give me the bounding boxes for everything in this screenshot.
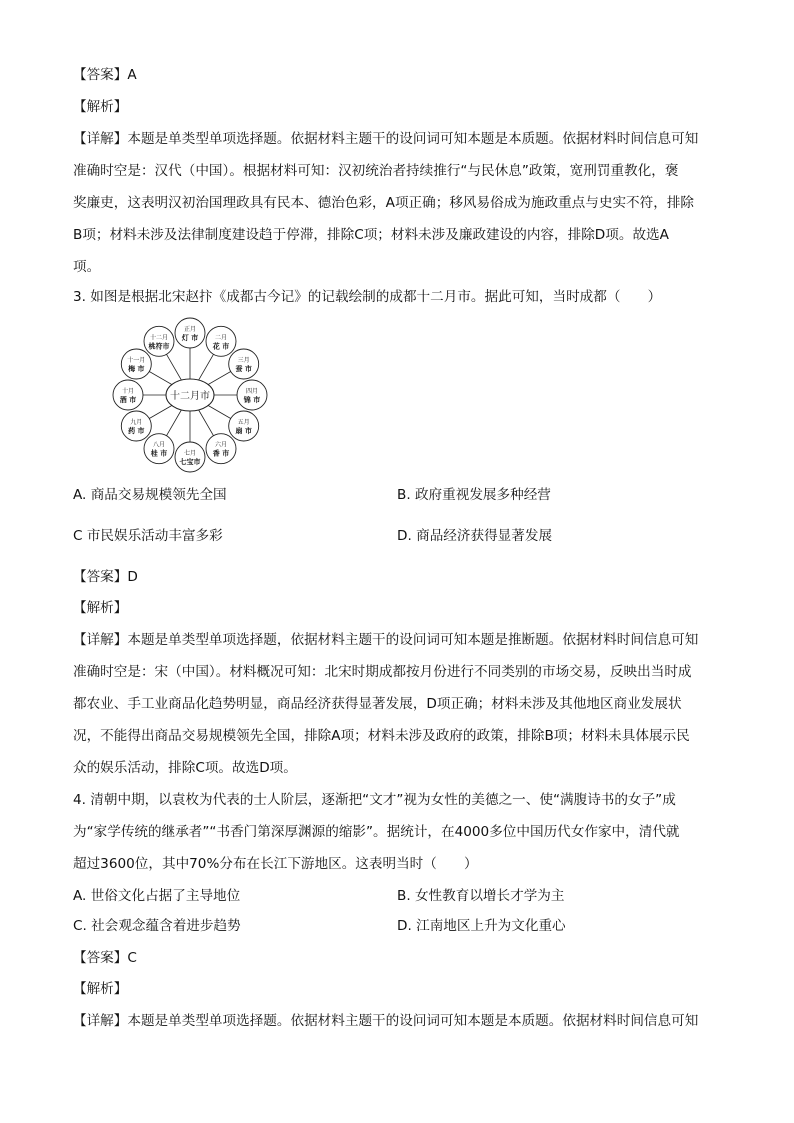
month-node-circle bbox=[121, 411, 151, 441]
q3-option-d[interactable]: D. 商品经济获得显著发展 bbox=[397, 528, 553, 544]
market-label: 桂 市 bbox=[150, 449, 168, 458]
month-label: 五月 bbox=[237, 419, 250, 426]
market-label: 香 市 bbox=[212, 449, 230, 458]
month-node-circle bbox=[229, 411, 259, 441]
month-label: 十一月 bbox=[127, 357, 146, 364]
month-label: 正月 bbox=[183, 326, 197, 333]
q3-explain-line: 众的娱乐活动，排除C项。故选D项。 bbox=[73, 760, 297, 776]
month-market-node bbox=[175, 442, 205, 472]
q3-explain-line: 【详解】本题是单类型单项选择题，依据材料主题干的设问词可知本题是推断题。依据材料时间信息可知 bbox=[73, 632, 699, 648]
month-node-circle bbox=[121, 349, 151, 379]
q4-stem-line: 4. 清朝中期，以袁枚为代表的士人阶层，逐渐把“文才”视为女性的美德之一、使“满腹诗书的女子”成 bbox=[73, 792, 676, 808]
month-node-circle bbox=[237, 380, 267, 410]
market-label: 七宝市 bbox=[179, 458, 201, 466]
month-node-circle bbox=[229, 349, 259, 379]
month-node-circle bbox=[113, 380, 143, 410]
month-node-circle bbox=[175, 318, 205, 348]
q3-stem: 3. 如图是根据北宋赵抃《成都古今记》的记载绘制的成都十二月市。据此可知，当时成都（ ） bbox=[73, 289, 662, 305]
market-label: 锦 市 bbox=[243, 396, 261, 404]
month-label: 八月 bbox=[152, 441, 166, 449]
q3-option-c[interactable]: C 市民娱乐活动丰富多彩 bbox=[73, 528, 223, 544]
q2-explain-line: 项。 bbox=[73, 259, 101, 275]
q3-answer: 【答案】D bbox=[73, 569, 138, 585]
market-label: 药 市 bbox=[128, 427, 145, 435]
month-market-node bbox=[113, 380, 143, 410]
q4-option-d[interactable]: D. 江南地区上升为文化重心 bbox=[397, 918, 566, 934]
month-label: 二月 bbox=[214, 334, 228, 342]
market-label: 桃符市 bbox=[148, 342, 170, 351]
month-market-node bbox=[237, 380, 267, 410]
q4-stem-line: 为“家学传统的继承者”“书香门第深厚渊源的缩影”。据统计，在4000多位中国历代女作家中，清代就 bbox=[73, 824, 680, 840]
twelve-month-market-diagram bbox=[88, 315, 298, 475]
market-label: 花 市 bbox=[212, 342, 230, 351]
q2-explain-line: 奖廉吏，这表明汉初治国理政具有民本、德治色彩，A项正确；移风易俗成为施政重点与史实不符，排除 bbox=[73, 195, 695, 211]
month-label: 三月 bbox=[237, 357, 250, 364]
center-label: 十二月市 bbox=[170, 391, 210, 402]
q3-option-a[interactable]: A. 商品交易规模领先全国 bbox=[73, 487, 227, 503]
month-market-node bbox=[144, 434, 174, 464]
market-label: 酒 市 bbox=[119, 396, 137, 404]
q4-answer: 【答案】C bbox=[73, 950, 137, 966]
month-market-node bbox=[121, 349, 151, 379]
q4-option-b[interactable]: B. 女性教育以增长才学为主 bbox=[397, 888, 565, 904]
q4-explain-line: 【详解】本题是单类型单项选择题。依据材料主题干的设问词可知本题是本质题。依据材料时间信息可知 bbox=[73, 1013, 699, 1029]
q3-explain-line: 况，不能得出商品交易规模领先全国，排除A项；材料未涉及政府的政策，排除B项；材料未具体展示民 bbox=[73, 728, 690, 744]
q3-option-b[interactable]: B. 政府重视发展多种经营 bbox=[397, 487, 551, 503]
q3-explain-line: 准确时空是：宋（中国）。材料概况可知：北宋时期成都按月份进行不同类别的市场交易，反映出当时成 bbox=[73, 664, 692, 680]
month-market-node bbox=[144, 326, 174, 356]
month-node-circle bbox=[175, 442, 205, 472]
month-label: 九月 bbox=[130, 419, 143, 426]
q3-analysis-heading: 【解析】 bbox=[73, 600, 128, 616]
market-label: 扇 市 bbox=[235, 427, 252, 435]
month-market-node bbox=[229, 349, 259, 379]
q4-analysis-heading: 【解析】 bbox=[73, 981, 128, 997]
q4-option-a[interactable]: A. 世俗文化占据了主导地位 bbox=[73, 888, 241, 904]
q2-analysis-heading: 【解析】 bbox=[73, 99, 128, 115]
market-label: 梅 市 bbox=[128, 365, 145, 373]
month-label: 七月 bbox=[183, 450, 197, 457]
q4-stem-line: 超过3600位，其中70%分布在长江下游地区。这表明当时（ ） bbox=[73, 856, 478, 872]
center-node bbox=[166, 379, 214, 411]
month-market-node bbox=[206, 326, 236, 356]
month-label: 十二月 bbox=[149, 334, 169, 342]
q3-explain-line: 都农业、手工业商品化趋势明显，商品经济获得显著发展，D项正确；材料未涉及其他地区商业发展状 bbox=[73, 696, 682, 712]
q2-answer: 【答案】A bbox=[73, 67, 137, 83]
market-label: 灯 市 bbox=[181, 334, 199, 342]
month-market-node bbox=[121, 411, 151, 441]
month-market-node bbox=[206, 434, 236, 464]
month-label: 六月 bbox=[214, 441, 228, 449]
q2-explain-line: 【详解】本题是单类型单项选择题。依据材料主题干的设问词可知本题是本质题。依据材料时间信息可知 bbox=[73, 131, 699, 147]
q4-option-c[interactable]: C. 社会观念蕴含着进步趋势 bbox=[73, 918, 241, 934]
q2-explain-line: B项；材料未涉及法律制度建设趋于停滞，排除C项；材料未涉及廉政建设的内容，排除D项。故选A bbox=[73, 227, 669, 243]
month-label: 十月 bbox=[121, 388, 135, 395]
market-label: 蚕 市 bbox=[235, 365, 252, 373]
month-market-node bbox=[175, 318, 205, 348]
month-market-node bbox=[229, 411, 259, 441]
q2-explain-line: 准确时空是：汉代（中国）。根据材料可知：汉初统治者持续推行“与民休息”政策，宽刑罚重教化，褒 bbox=[73, 163, 679, 179]
month-label: 四月 bbox=[245, 388, 259, 395]
